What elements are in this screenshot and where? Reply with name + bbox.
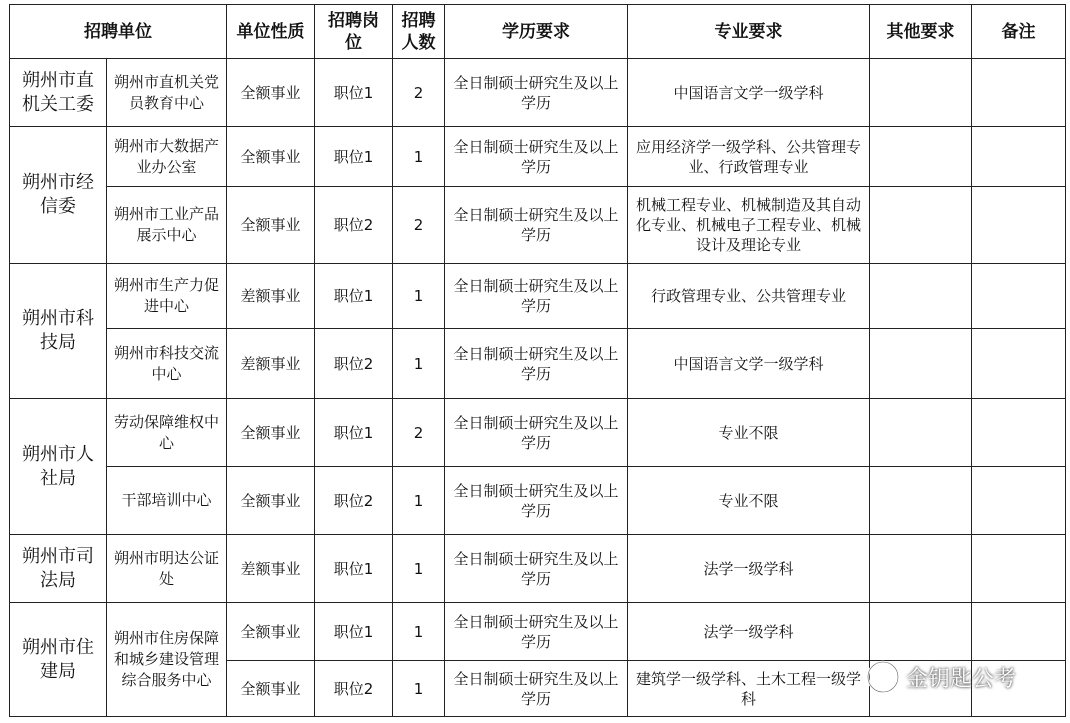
table-row — [10, 603, 1066, 661]
unit-cell: 朔州市明达公证处 — [107, 535, 227, 603]
table-row — [10, 264, 1066, 329]
table-row — [10, 127, 1066, 187]
recruitment-table — [9, 4, 1066, 717]
table-row — [10, 467, 1066, 535]
header-type: 单位性质 — [227, 5, 315, 59]
post-cell: 职位1 — [315, 59, 393, 127]
post-cell: 职位2 — [315, 329, 393, 399]
unit-cell: 朔州市工业产品展示中心 — [107, 187, 227, 264]
other-cell — [870, 187, 972, 264]
major-cell: 应用经济学一级学科、公共管理专业、行政管理专业 — [628, 127, 870, 187]
header-unit: 招聘单位 — [10, 5, 227, 59]
header-edu: 学历要求 — [445, 5, 628, 59]
header-post: 招聘岗位 — [315, 5, 393, 59]
post-cell: 职位2 — [315, 467, 393, 535]
watermark — [866, 660, 1016, 694]
org-cell: 朔州市科技局 — [10, 264, 107, 399]
edu-cell: 全日制硕士研究生及以上学历 — [445, 127, 628, 187]
header-row — [10, 5, 1066, 59]
count-cell: 1 — [393, 329, 445, 399]
post-cell: 职位1 — [315, 127, 393, 187]
post-cell: 职位1 — [315, 264, 393, 329]
note-cell — [972, 127, 1066, 187]
major-cell: 中国语言文学一级学科 — [628, 59, 870, 127]
note-cell — [972, 329, 1066, 399]
major-cell: 建筑学一级学科、土木工程一级学科 — [628, 661, 870, 717]
watermark-text: 金钥匙公考 — [906, 666, 1017, 692]
count-cell: 1 — [393, 535, 445, 603]
type-cell: 差额事业 — [227, 264, 315, 329]
count-cell: 1 — [393, 264, 445, 329]
unit-cell: 劳动保障维权中心 — [107, 399, 227, 467]
major-cell: 中国语言文学一级学科 — [628, 329, 870, 399]
org-cell: 朔州市经信委 — [10, 127, 107, 264]
header-other: 其他要求 — [870, 5, 972, 59]
unit-cell: 朔州市住房保障和城乡建设管理综合服务中心 — [107, 603, 227, 717]
header-note: 备注 — [972, 5, 1066, 59]
type-cell: 差额事业 — [227, 535, 315, 603]
post-cell: 职位1 — [315, 535, 393, 603]
major-cell: 法学一级学科 — [628, 603, 870, 661]
edu-cell: 全日制硕士研究生及以上学历 — [445, 467, 628, 535]
table-row — [10, 187, 1066, 264]
other-cell — [870, 603, 972, 661]
note-cell — [972, 399, 1066, 467]
header-major: 专业要求 — [628, 5, 870, 59]
unit-cell: 朔州市生产力促进中心 — [107, 264, 227, 329]
type-cell: 差额事业 — [227, 329, 315, 399]
edu-cell: 全日制硕士研究生及以上学历 — [445, 264, 628, 329]
count-cell: 1 — [393, 467, 445, 535]
other-cell — [870, 399, 972, 467]
edu-cell: 全日制硕士研究生及以上学历 — [445, 187, 628, 264]
note-cell — [972, 603, 1066, 661]
edu-cell: 全日制硕士研究生及以上学历 — [445, 661, 628, 717]
table-row — [10, 59, 1066, 127]
note-cell — [972, 535, 1066, 603]
type-cell: 全额事业 — [227, 467, 315, 535]
count-cell: 2 — [393, 399, 445, 467]
table-row — [10, 399, 1066, 467]
type-cell: 全额事业 — [227, 187, 315, 264]
org-cell: 朔州市住建局 — [10, 603, 107, 717]
other-cell — [870, 264, 972, 329]
edu-cell: 全日制硕士研究生及以上学历 — [445, 329, 628, 399]
note-cell — [972, 187, 1066, 264]
other-cell — [870, 127, 972, 187]
wechat-icon — [866, 660, 900, 694]
major-cell: 专业不限 — [628, 399, 870, 467]
other-cell — [870, 467, 972, 535]
count-cell: 1 — [393, 127, 445, 187]
table-row — [10, 535, 1066, 603]
major-cell: 法学一级学科 — [628, 535, 870, 603]
unit-cell: 朔州市直机关党员教育中心 — [107, 59, 227, 127]
major-cell: 行政管理专业、公共管理专业 — [628, 264, 870, 329]
table-row — [10, 329, 1066, 399]
count-cell: 1 — [393, 661, 445, 717]
note-cell — [972, 467, 1066, 535]
type-cell: 全额事业 — [227, 127, 315, 187]
edu-cell: 全日制硕士研究生及以上学历 — [445, 399, 628, 467]
post-cell: 职位2 — [315, 661, 393, 717]
count-cell: 1 — [393, 603, 445, 661]
type-cell: 全额事业 — [227, 661, 315, 717]
edu-cell: 全日制硕士研究生及以上学历 — [445, 59, 628, 127]
org-cell: 朔州市司法局 — [10, 535, 107, 603]
note-cell — [972, 59, 1066, 127]
header-count: 招聘人数 — [393, 5, 445, 59]
type-cell: 全额事业 — [227, 603, 315, 661]
post-cell: 职位1 — [315, 399, 393, 467]
count-cell: 2 — [393, 187, 445, 264]
unit-cell: 朔州市科技交流中心 — [107, 329, 227, 399]
note-cell — [972, 264, 1066, 329]
other-cell — [870, 535, 972, 603]
type-cell: 全额事业 — [227, 59, 315, 127]
major-cell: 专业不限 — [628, 467, 870, 535]
count-cell: 2 — [393, 59, 445, 127]
org-cell: 朔州市人社局 — [10, 399, 107, 535]
other-cell — [870, 59, 972, 127]
other-cell — [870, 329, 972, 399]
org-cell: 朔州市直机关工委 — [10, 59, 107, 127]
edu-cell: 全日制硕士研究生及以上学历 — [445, 535, 628, 603]
post-cell: 职位1 — [315, 603, 393, 661]
edu-cell: 全日制硕士研究生及以上学历 — [445, 603, 628, 661]
major-cell: 机械工程专业、机械制造及其自动化专业、机械电子工程专业、机械设计及理论专业 — [628, 187, 870, 264]
type-cell: 全额事业 — [227, 399, 315, 467]
post-cell: 职位2 — [315, 187, 393, 264]
unit-cell: 干部培训中心 — [107, 467, 227, 535]
unit-cell: 朔州市大数据产业办公室 — [107, 127, 227, 187]
